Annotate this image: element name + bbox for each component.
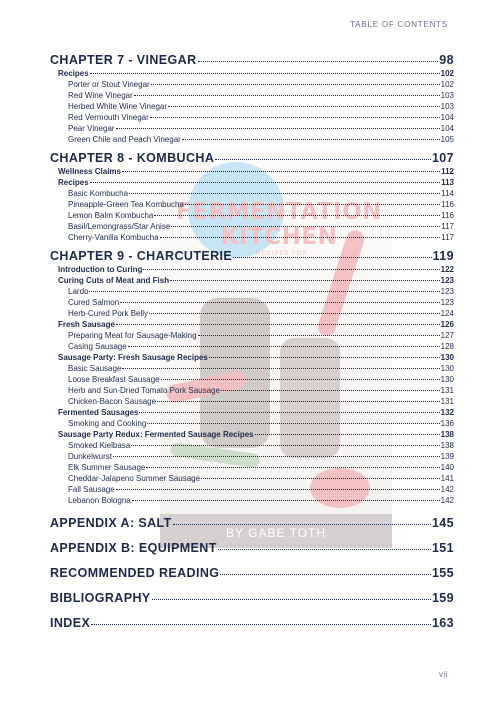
page-number: 122 [440, 265, 454, 274]
page-number: 139 [440, 452, 454, 461]
page-number: 140 [440, 463, 454, 472]
entry-title: Pear Vinegar [68, 124, 115, 133]
page-number: 102 [440, 80, 454, 89]
page-number: 105 [440, 135, 454, 144]
dot-leader [161, 371, 440, 380]
page-number: 131 [440, 386, 454, 395]
entry-title: Introduction to Curing [58, 265, 143, 274]
page-number: 123 [440, 287, 454, 296]
entry-title: Smoking and Cooking [68, 419, 147, 428]
page-number: 104 [440, 113, 454, 122]
page-number: 102 [440, 69, 454, 78]
page-number: 131 [440, 397, 454, 406]
page-number: 103 [440, 102, 454, 111]
page-number: 159 [431, 590, 454, 605]
dot-leader [122, 163, 440, 172]
chapter-title: RECOMMENDED READING [50, 565, 220, 580]
dot-leader [90, 174, 440, 183]
entry-title: Porter or Stout Vinegar [68, 80, 150, 89]
dot-leader [150, 109, 440, 118]
entry-title: Herbed White Wine Vinegar [68, 102, 168, 111]
entry-title: Cherry-Vanilla Kombucha [68, 233, 159, 242]
toc-recommended-reading[interactable] [50, 563, 454, 580]
toc-appendix-a[interactable] [50, 513, 454, 530]
running-header: TABLE OF CONTENTS [350, 20, 448, 29]
dot-leader [152, 586, 431, 600]
page-number: 136 [440, 419, 454, 428]
page-number: 124 [440, 309, 454, 318]
dot-leader [215, 146, 431, 160]
dot-leader [147, 415, 439, 424]
cover-title-line1: FERMENTATION [176, 199, 382, 225]
dot-leader [151, 76, 440, 85]
entry-title: Smoked Kielbasa [68, 441, 131, 450]
dot-leader [128, 338, 440, 347]
page-folio: vii [438, 670, 448, 679]
page-number: 116 [441, 200, 454, 209]
dot-leader [218, 536, 431, 550]
entry-title: Recipes [58, 178, 89, 187]
entry-title: Lardo [68, 287, 89, 296]
entry-title: Herb-Cured Pork Belly [68, 309, 149, 318]
page-number: 141 [440, 474, 454, 483]
chapter-title: CHAPTER 7 - VINEGAR [50, 52, 197, 67]
entry-title: Sausage Party: Fresh Sausage Recipes [58, 353, 208, 362]
entry-title: Fermented Sausages [58, 408, 139, 417]
dot-leader [171, 218, 440, 227]
dot-leader [157, 393, 440, 402]
page-number: 163 [431, 615, 454, 630]
page-number: 142 [440, 496, 454, 505]
dot-leader [149, 305, 440, 314]
entry-title: Herb and Sun-Dried Tomato Pork Sausage [68, 386, 220, 395]
chapter-title: APPENDIX B: EQUIPMENT [50, 540, 217, 555]
page-number: 128 [440, 342, 454, 351]
page-number: 138 [440, 430, 454, 439]
page-number: 151 [431, 540, 454, 555]
page-number: 142 [440, 485, 454, 494]
entry-title: Recipes [58, 69, 89, 78]
page-number: 127 [440, 331, 454, 340]
dot-leader [154, 207, 440, 216]
dot-leader [116, 481, 440, 490]
dot-leader [146, 459, 439, 468]
entry-title: Preparing Meat for Sausage-Making [68, 331, 197, 340]
entry-title: Elk Summer Sausage [68, 463, 146, 472]
entry-title: Loose Breakfast Sausage [68, 375, 160, 384]
dot-leader [233, 244, 432, 258]
dot-leader [198, 327, 440, 336]
page-number: 103 [440, 91, 454, 100]
page-number: 145 [431, 515, 454, 530]
entry-title: Sausage Party Redux: Fermented Sausage Recipes [58, 430, 254, 439]
page-number: 123 [440, 298, 454, 307]
dot-leader [255, 426, 440, 435]
entry-title: Basic Sausage [68, 364, 122, 373]
page-number: 123 [440, 276, 454, 285]
dot-leader [182, 131, 440, 140]
page-number: 114 [441, 189, 454, 198]
entry-title: Fresh Sausage [58, 320, 115, 329]
dot-leader [221, 382, 440, 391]
page-number: 138 [440, 441, 454, 450]
dot-leader [120, 294, 440, 303]
dot-leader [170, 272, 440, 281]
dot-leader [116, 316, 440, 325]
entry-title: Lebanon Bologna [68, 496, 131, 505]
page-number: 98 [439, 52, 454, 67]
cover-tagline: RECIPES FOR [256, 251, 308, 257]
dot-leader [132, 492, 440, 501]
chapter-title: BIBLIOGRAPHY [50, 590, 151, 605]
dot-leader [113, 448, 440, 457]
dot-leader [129, 185, 440, 194]
chapter-title: CHAPTER 8 - KOMBUCHA [50, 150, 215, 165]
toc-index[interactable] [50, 613, 454, 630]
chapter-title: APPENDIX A: SALT [50, 515, 172, 530]
chapter-title: INDEX [50, 615, 91, 630]
entry-title: Red Vermouth Vinegar [68, 113, 149, 122]
entry-title: Pineapple-Green Tea Kombucha [68, 200, 184, 209]
page-number: 112 [441, 167, 454, 176]
page-number: 126 [440, 320, 454, 329]
dot-leader [139, 404, 439, 413]
dot-leader [91, 611, 431, 625]
dot-leader [90, 65, 440, 74]
dot-leader [131, 437, 439, 446]
entry-title: Chicken-Bacon Sausage [68, 397, 157, 406]
chapter-title: CHAPTER 9 - CHARCUTERIE [50, 248, 233, 263]
page-number: 119 [432, 248, 454, 263]
toc-bibliography[interactable] [50, 588, 454, 605]
entry-title: Red Wine Vinegar [68, 91, 133, 100]
dot-leader [173, 511, 431, 525]
entry-title: Basic Kombucha [68, 189, 129, 198]
dot-leader [160, 229, 441, 238]
page-number: 117 [441, 233, 454, 242]
page-number: 113 [441, 178, 454, 187]
entry-title: Dunkelwurst [68, 452, 113, 461]
dot-leader [185, 196, 440, 205]
toc-entry[interactable] [50, 231, 454, 242]
entry-title: Cheddar-Jalapeno Summer Sausage [68, 474, 201, 483]
dot-leader [198, 48, 439, 62]
entry-title: Casing Sausage [68, 342, 127, 351]
dot-leader [89, 283, 439, 292]
entry-title: Fall Sausage [68, 485, 115, 494]
dot-leader [116, 120, 440, 129]
page-number: 130 [440, 375, 454, 384]
dot-leader [209, 349, 440, 358]
dot-leader [143, 261, 439, 270]
toc-entry[interactable] [50, 494, 454, 505]
dot-leader [220, 561, 431, 575]
dot-leader [122, 360, 439, 369]
page-number: 104 [440, 124, 454, 133]
entry-title: Wellness Claims [58, 167, 121, 176]
dot-leader [168, 98, 440, 107]
page-number: 130 [440, 364, 454, 373]
page-number: 132 [440, 408, 454, 417]
entry-title: Basil/Lemongrass/Star Anise [68, 222, 171, 231]
page-number: 130 [440, 353, 454, 362]
dot-leader [201, 470, 440, 479]
entry-title: Cured Salmon [68, 298, 120, 307]
entry-title: Lemon Balm Kombucha [68, 211, 154, 220]
entry-title: Curing Cuts of Meat and Fish [58, 276, 170, 285]
page-number: 155 [431, 565, 454, 580]
dot-leader [134, 87, 440, 96]
page-number: 107 [431, 150, 454, 165]
cover-author: BY GABE TOTH [225, 526, 327, 540]
entry-title: Green Chile and Peach Vinegar [68, 135, 181, 144]
page-number: 117 [441, 222, 454, 231]
toc-entry[interactable] [50, 133, 454, 144]
table-of-contents [50, 50, 454, 630]
page-number: 116 [441, 211, 454, 220]
cover-title-line2: KITCHEN [220, 224, 338, 250]
toc-appendix-b[interactable] [50, 538, 454, 555]
